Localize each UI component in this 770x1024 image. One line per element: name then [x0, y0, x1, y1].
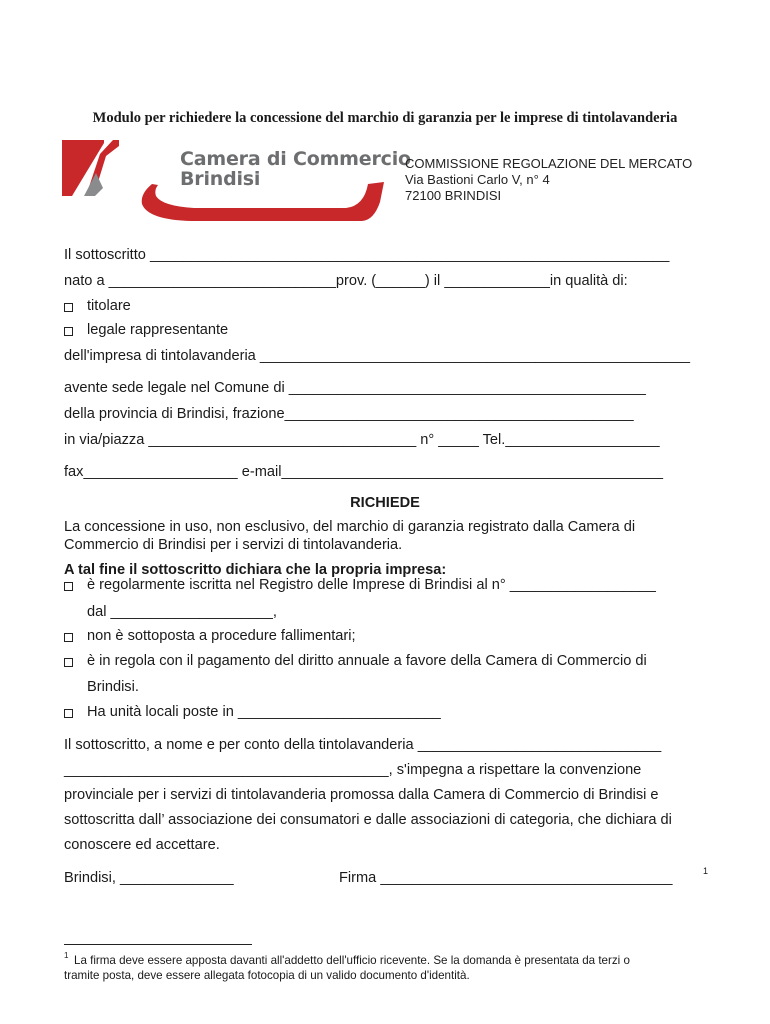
richiede-text-line1: La concessione in uso, non esclusivo, del marchio di garanzia registrato dalla Camera di — [64, 519, 636, 535]
checkbox-unita-locali[interactable] — [64, 709, 73, 718]
logo-swoosh — [142, 182, 384, 221]
footnote-separator — [64, 944, 252, 945]
checkbox-non-fallimentari[interactable] — [64, 633, 73, 642]
impegno-line1[interactable]: Il sottoscritto, a nome e per conto della tintolavanderia ______________________________ — [64, 737, 662, 753]
office-address: Via Bastioni Carlo V, n° 4 — [405, 172, 550, 187]
footnote-text-line1: La firma deve essere apposta davanti all'addetto dell'ufficio ricevente. Se la domanda è presentata da terzi o — [74, 954, 630, 967]
field-sede-comune[interactable]: avente sede legale nel Comune di ____________________________________________ — [64, 380, 646, 396]
dichiara-item-fallimentari: non è sottoposta a procedure fallimentari; — [87, 628, 356, 644]
field-impresa[interactable]: dell'impresa di tintolavanderia _____________________________________________________ — [64, 348, 691, 364]
footnote-reference: 1 — [703, 866, 709, 876]
field-sottoscritto[interactable]: Il sottoscritto ________________________________________________________________ — [64, 247, 670, 263]
richiede-text-line2: Commercio di Brindisi per i servizi di tintolavanderia. — [64, 537, 403, 553]
office-name: COMMISSIONE REGOLAZIONE DEL MERCATO — [405, 156, 693, 171]
checkbox-diritto-annuale[interactable] — [64, 658, 73, 667]
dichiara-item-registro-dal[interactable]: dal ____________________, — [87, 604, 277, 620]
checkbox-iscritta-registro[interactable] — [64, 582, 73, 591]
dichiara-item-registro[interactable]: è regolarmente iscritta nel Registro delle Imprese di Brindisi al n° __________________ — [87, 577, 656, 593]
document-title: Modulo per richiedere la concessione del marchio di garanzia per le imprese di tintolavanderia — [92, 110, 678, 126]
logo-text-line1: Camera di Commercio — [180, 148, 411, 170]
richiede-heading: RICHIEDE — [350, 495, 420, 511]
dichiara-item-diritto-line2: Brindisi. — [87, 679, 139, 695]
impegno-line5: conoscere ed accettare. — [64, 837, 220, 853]
checkbox-titolare[interactable] — [64, 303, 73, 312]
field-fax-email[interactable]: fax___________________ e-mail_______________________________________________ — [64, 464, 663, 480]
field-via-tel[interactable]: in via/piazza _________________________________ n° _____ Tel.___________________ — [64, 432, 660, 448]
field-firma[interactable]: Firma ____________________________________ — [339, 870, 673, 886]
logo-text-line2: Brindisi — [180, 168, 261, 190]
option-legale-label: legale rappresentante — [87, 322, 229, 338]
dichiara-heading: A tal fine il sottoscritto dichiara che la propria impresa: — [64, 562, 447, 578]
footnote-number: 1 — [64, 951, 69, 960]
dichiara-item-unita-locali[interactable]: Ha unità locali poste in _________________________ — [87, 704, 441, 720]
impegno-line3: provinciale per i servizi di tintolavanderia promossa dalla Camera di Commercio di Brindisi e — [64, 787, 659, 803]
field-frazione[interactable]: della provincia di Brindisi, frazione___________________________________________ — [64, 406, 634, 422]
field-nato[interactable]: nato a ____________________________prov. (______) il _____________in qualità di: — [64, 273, 628, 289]
office-city: 72100 BRINDISI — [405, 188, 502, 203]
dichiara-item-diritto-line1: è in regola con il pagamento del diritto annuale a favore della Camera di Commercio di — [87, 653, 647, 669]
checkbox-legale-rappresentante[interactable] — [64, 327, 73, 336]
field-luogo-data[interactable]: Brindisi, ______________ — [64, 870, 234, 886]
impegno-line4: sottoscritta dall’ associazione dei consumatori e dalle associazioni di categoria, che dichiara di — [64, 812, 672, 828]
impegno-line2[interactable]: ________________________________________, s'impegna a rispettare la convenzione — [64, 762, 642, 778]
footnote-text-line2: tramite posta, deve essere allegata fotocopia di un valido documento d'identità. — [64, 969, 470, 982]
option-titolare-label: titolare — [87, 298, 131, 314]
